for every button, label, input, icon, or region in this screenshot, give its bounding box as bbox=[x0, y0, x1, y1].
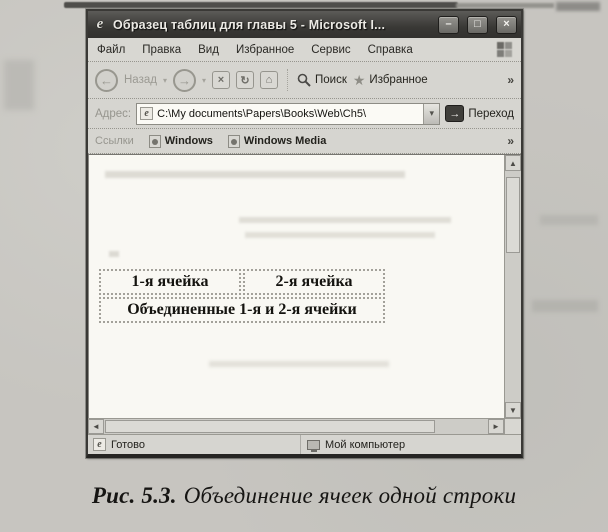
home-button[interactable] bbox=[260, 71, 278, 89]
table-row bbox=[99, 297, 385, 323]
table-row bbox=[99, 269, 385, 295]
title-bar[interactable] bbox=[88, 11, 521, 38]
standard-buttons-toolbar bbox=[88, 62, 521, 99]
chevron-down-icon: ▾ bbox=[429, 108, 435, 118]
figure-caption bbox=[0, 483, 608, 509]
window-title: Образец таблиц для главы 5 - Microsoft I... bbox=[113, 17, 386, 32]
menu-edit[interactable]: Правка bbox=[142, 43, 182, 56]
address-label: Адрес: bbox=[95, 107, 132, 120]
scroll-down-button[interactable] bbox=[505, 402, 521, 418]
go-button[interactable] bbox=[445, 105, 514, 122]
favorites-button[interactable] bbox=[353, 73, 428, 87]
menu-view[interactable]: Вид bbox=[198, 43, 219, 56]
arrow-up-icon: ▲ bbox=[509, 158, 517, 168]
status-section bbox=[93, 435, 301, 454]
stop-icon: × bbox=[217, 74, 225, 86]
horizontal-scrollbar-track[interactable] bbox=[435, 419, 488, 434]
ie-logo-icon: e bbox=[96, 15, 104, 32]
merged-cells-table bbox=[97, 267, 387, 325]
menu-file[interactable]: Файл bbox=[97, 43, 126, 56]
browser-viewport bbox=[88, 155, 504, 418]
link-windows[interactable] bbox=[149, 135, 213, 148]
scroll-right-button[interactable] bbox=[488, 419, 504, 434]
address-combobox[interactable] bbox=[136, 103, 440, 125]
table-cell-2: 2-я ячейка bbox=[243, 269, 385, 295]
scan-artifact bbox=[209, 361, 389, 367]
status-text: Готово bbox=[111, 438, 145, 451]
link-icon bbox=[149, 135, 161, 148]
windows-flag-icon bbox=[497, 42, 512, 57]
horizontal-scrollbar[interactable] bbox=[88, 418, 521, 434]
go-arrow-icon: → bbox=[445, 105, 464, 122]
menu-bar bbox=[88, 38, 521, 62]
back-dropdown-icon[interactable]: ▾ bbox=[162, 75, 167, 85]
arrow-down-icon: ▼ bbox=[509, 405, 517, 415]
stop-button[interactable] bbox=[212, 71, 230, 89]
scroll-left-button[interactable] bbox=[88, 419, 104, 434]
page-icon: e bbox=[140, 107, 153, 120]
security-zone bbox=[307, 439, 405, 451]
link-label: Windows bbox=[164, 135, 213, 147]
minimize-button[interactable]: – bbox=[438, 16, 459, 34]
link-windows-media[interactable] bbox=[228, 135, 326, 148]
forward-dropdown-icon[interactable]: ▾ bbox=[201, 75, 206, 85]
vertical-scrollbar[interactable] bbox=[504, 155, 521, 418]
arrow-right-icon: ► bbox=[492, 422, 500, 431]
links-bar bbox=[88, 129, 521, 154]
content-area bbox=[88, 154, 521, 418]
links-label: Ссылки bbox=[95, 135, 134, 147]
address-input[interactable]: C:\My documents\Papers\Books\Web\Ch5\ bbox=[157, 107, 367, 120]
arrow-left-icon: ◄ bbox=[92, 422, 100, 431]
scan-artifact bbox=[456, 3, 554, 8]
maximize-button[interactable]: □ bbox=[467, 16, 488, 34]
home-icon: ⌂ bbox=[265, 74, 273, 86]
table-cell-1: 1-я ячейка bbox=[99, 269, 241, 295]
links-overflow-chevron[interactable]: » bbox=[507, 134, 514, 148]
scan-artifact bbox=[245, 232, 435, 238]
my-computer-icon bbox=[307, 440, 320, 450]
status-page-icon: e bbox=[93, 438, 106, 451]
address-dropdown-button[interactable] bbox=[423, 104, 439, 124]
refresh-button[interactable] bbox=[236, 71, 254, 89]
search-button[interactable] bbox=[297, 73, 347, 87]
address-bar bbox=[88, 99, 521, 129]
scroll-up-button[interactable] bbox=[505, 155, 521, 171]
browser-window bbox=[86, 9, 523, 458]
scan-artifact bbox=[532, 300, 598, 312]
link-icon bbox=[228, 135, 240, 148]
toolbar-overflow-chevron[interactable]: » bbox=[507, 73, 514, 87]
back-icon: ← bbox=[100, 72, 113, 88]
favorites-star-icon: ★ bbox=[352, 72, 366, 88]
back-button[interactable] bbox=[95, 69, 118, 92]
search-button-label: Поиск bbox=[314, 74, 347, 86]
scan-artifact bbox=[4, 60, 34, 110]
horizontal-scrollbar-thumb[interactable] bbox=[105, 420, 435, 433]
scan-artifact bbox=[239, 217, 451, 223]
vertical-scrollbar-track[interactable] bbox=[505, 253, 521, 402]
close-button[interactable]: × bbox=[496, 16, 517, 34]
menu-tools[interactable]: Сервис bbox=[311, 43, 351, 56]
link-label: Windows Media bbox=[243, 135, 327, 147]
status-bar bbox=[88, 434, 521, 454]
forward-button[interactable] bbox=[173, 69, 196, 92]
go-button-label: Переход bbox=[468, 107, 514, 120]
scan-artifact bbox=[64, 2, 458, 8]
scan-artifact bbox=[105, 171, 405, 178]
back-button-label: Назад bbox=[124, 74, 157, 86]
menu-help[interactable]: Справка bbox=[367, 43, 413, 56]
toolbar-separator bbox=[287, 69, 288, 91]
search-icon bbox=[297, 73, 311, 87]
figure-caption-number: Рис. 5.3. bbox=[91, 483, 177, 508]
vertical-scrollbar-thumb[interactable] bbox=[506, 177, 520, 253]
scan-artifact bbox=[109, 251, 119, 257]
scan-artifact bbox=[556, 2, 600, 11]
favorites-button-label: Избранное bbox=[369, 74, 428, 86]
refresh-icon: ↻ bbox=[240, 74, 250, 87]
scrollbar-corner bbox=[504, 419, 521, 434]
figure-caption-text: Объединение ячеек одной строки bbox=[183, 483, 517, 508]
zone-text: Мой компьютер bbox=[325, 438, 406, 451]
forward-icon: → bbox=[177, 72, 191, 88]
scan-artifact bbox=[540, 215, 598, 225]
table-merged-cell: Объединенные 1-я и 2-я ячейки bbox=[99, 297, 385, 323]
menu-favorites[interactable]: Избранное bbox=[235, 43, 295, 56]
